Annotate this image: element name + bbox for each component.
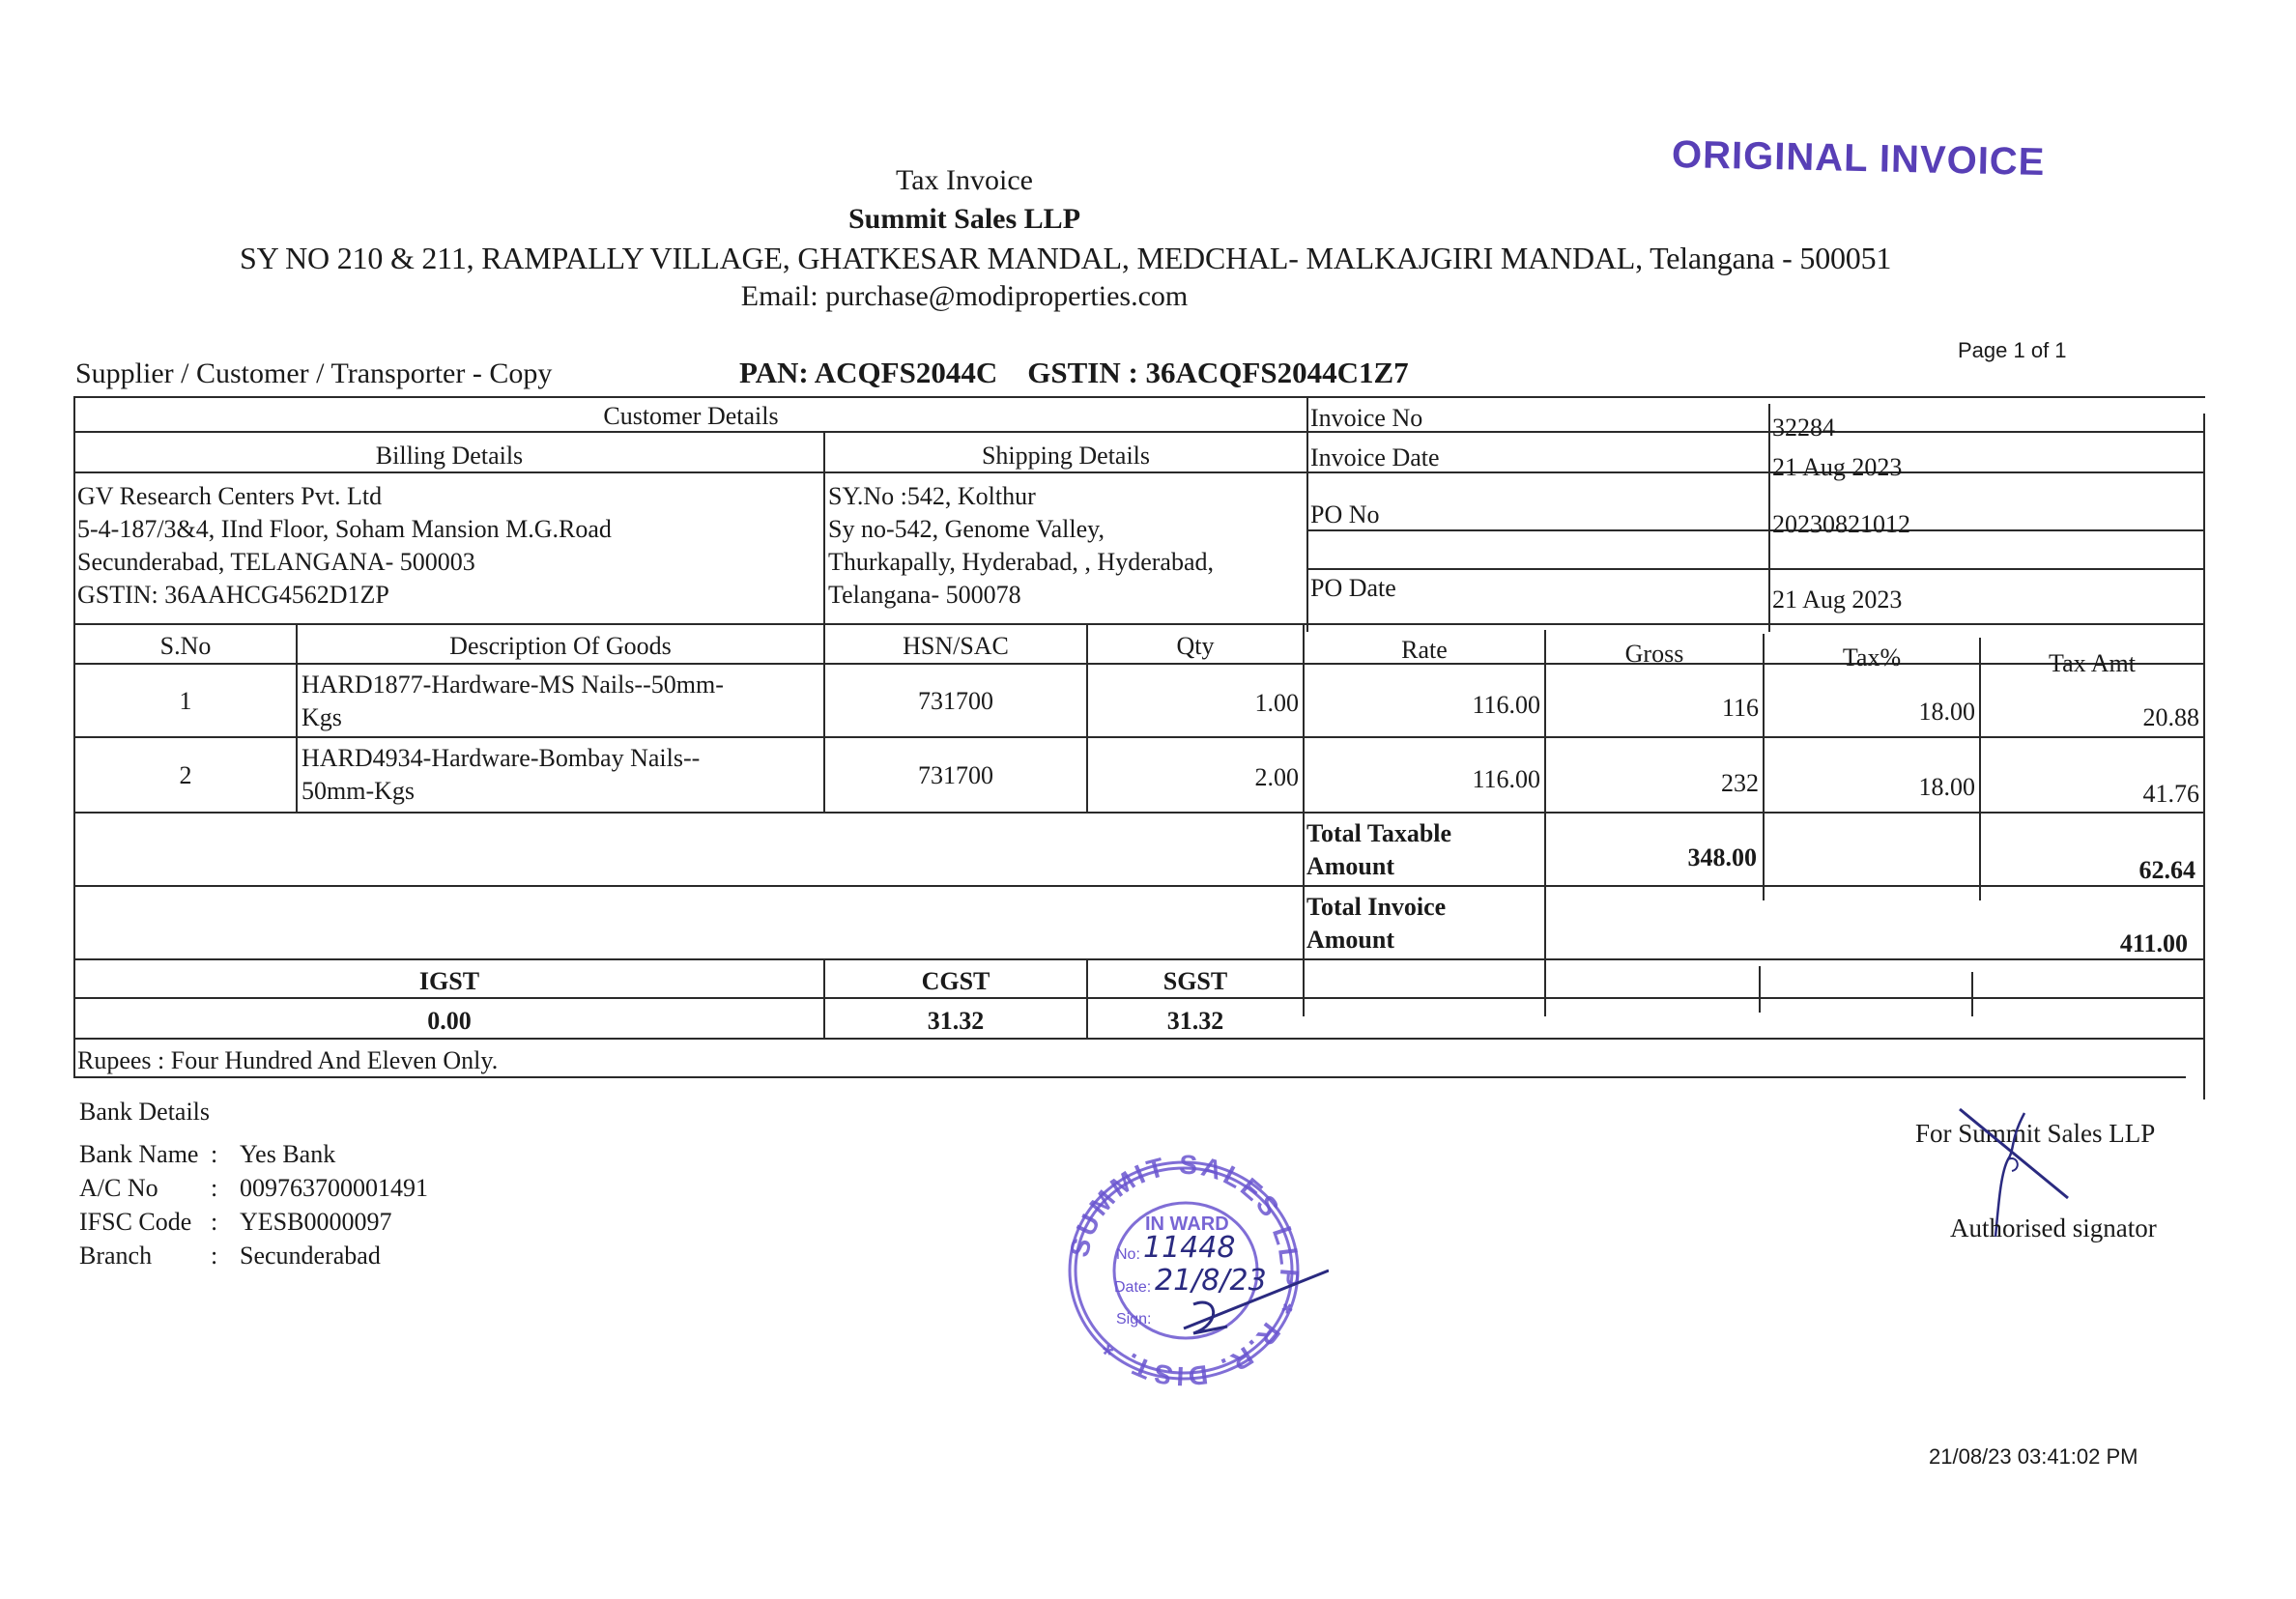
- bank-value: YESB0000097: [240, 1208, 392, 1236]
- for-company-label: For Summit Sales LLP: [1915, 1119, 2156, 1148]
- row-description: HARD1877-Hardware-MS Nails--50mm-: [301, 671, 724, 699]
- cgst-label: CGST: [921, 967, 990, 995]
- bank-key: A/C No: [79, 1174, 158, 1202]
- bank-value: Yes Bank: [240, 1140, 336, 1168]
- cgst-value: 31.32: [927, 1007, 985, 1035]
- bank-value: 009763700001491: [240, 1174, 428, 1202]
- sgst-label: SGST: [1162, 967, 1228, 995]
- bank-key: Branch: [79, 1242, 153, 1270]
- invoice-no-value: 32284: [1772, 414, 1835, 442]
- stamp-date-label: Date:: [1114, 1279, 1152, 1296]
- billing-details-heading: Billing Details: [375, 442, 524, 470]
- row-rate: 116.00: [1472, 765, 1540, 793]
- billing-line: Secunderabad, TELANGANA- 500003: [77, 548, 475, 576]
- stamp-no-value: 11448: [1143, 1231, 1236, 1265]
- bank-colon: :: [211, 1174, 218, 1202]
- bank-value: Secunderabad: [240, 1242, 381, 1270]
- bank-key: IFSC Code: [79, 1208, 192, 1236]
- authorised-signatory-label: Authorised signator: [1950, 1214, 2157, 1242]
- row-qty: 1.00: [1254, 689, 1299, 717]
- divider: [1768, 404, 1770, 632]
- shipping-line: Sy no-542, Genome Valley,: [828, 515, 1105, 543]
- row-tax-pct: 18.00: [1918, 773, 1975, 801]
- row-tax-amt: 20.88: [2142, 703, 2199, 731]
- row-description: HARD4934-Hardware-Bombay Nails--: [301, 744, 701, 772]
- stamp-date-value: 21/8/23: [1155, 1264, 1267, 1298]
- original-invoice-stamp: ORIGINAL INVOICE: [1671, 132, 2046, 185]
- row-hsn: 731700: [918, 687, 993, 715]
- row-rate: 116.00: [1472, 691, 1540, 719]
- col-header-description: Description Of Goods: [449, 632, 672, 660]
- divider: [73, 885, 2203, 887]
- stamp-sign-label: Sign:: [1116, 1311, 1152, 1328]
- divider: [1759, 966, 1761, 1013]
- po-no-label: PO No: [1310, 500, 1380, 528]
- total-tax-amount: 62.64: [2138, 856, 2196, 884]
- row-description-cont: Kgs: [301, 703, 342, 731]
- col-header-hsn: HSN/SAC: [903, 632, 1009, 660]
- total-taxable-amount: 348.00: [1687, 843, 1757, 871]
- po-date-value: 21 Aug 2023: [1772, 585, 1903, 614]
- row-tax-pct: 18.00: [1918, 698, 1975, 726]
- stamp-no-label: No:: [1116, 1246, 1140, 1263]
- row-gross: 116: [1721, 694, 1759, 722]
- billing-line: GV Research Centers Pvt. Ltd: [77, 482, 383, 510]
- col-header-qty: Qty: [1176, 632, 1215, 660]
- table-border-top: [73, 396, 2205, 398]
- company-name: Summit Sales LLP: [847, 203, 1081, 235]
- invoice-date-label: Invoice Date: [1310, 443, 1440, 471]
- stamp-inward-title: IN WARD: [1145, 1214, 1229, 1235]
- divider: [1306, 529, 2205, 531]
- amount-in-words: Rupees : Four Hundred And Eleven Only.: [77, 1046, 499, 1074]
- inward-stamp: [1048, 1135, 1329, 1386]
- row-tax-amt: 41.76: [2142, 780, 2199, 808]
- row-sno: 1: [179, 687, 192, 715]
- shipping-line: SY.No :542, Kolthur: [828, 482, 1036, 510]
- col-header-tax-pct: Tax%: [1842, 643, 1902, 671]
- bank-details-heading: Bank Details: [79, 1098, 211, 1126]
- invoice-date-value: 21 Aug 2023: [1772, 453, 1903, 481]
- customer-details-heading: Customer Details: [603, 402, 779, 430]
- divider: [1971, 972, 1973, 1016]
- col-header-tax-amt: Tax Amt: [2049, 649, 2136, 677]
- shipping-line: Thurkapally, Hyderabad, , Hyderabad,: [828, 548, 1214, 576]
- stamp-ring-text: SUMMIT SALES LLP * R.R. DIST. *: [1063, 1149, 1306, 1386]
- total-invoice-label-cont: Amount: [1306, 926, 1395, 954]
- col-header-sno: S.No: [159, 632, 212, 660]
- printed-timestamp: 21/08/23 03:41:02 PM: [1929, 1444, 2138, 1469]
- billing-gstin: GSTIN: 36AAHCG4562D1ZP: [77, 581, 389, 609]
- row-hsn: 731700: [918, 761, 993, 789]
- shipping-line: Telangana- 500078: [828, 581, 1021, 609]
- sgst-value: 31.32: [1166, 1007, 1224, 1035]
- company-address: SY NO 210 & 211, RAMPALLY VILLAGE, GHATKESAR MANDAL, MEDCHAL- MALKAJGIRI MANDAL, Telangana - 500051: [240, 241, 1892, 275]
- col-header-rate: Rate: [1401, 636, 1448, 664]
- total-taxable-label-cont: Amount: [1306, 852, 1395, 880]
- igst-value: 0.00: [427, 1007, 472, 1035]
- document-title: Tax Invoice: [895, 164, 1033, 196]
- total-invoice-amount: 411.00: [2119, 929, 2188, 957]
- table-border-right: [2203, 414, 2205, 1099]
- row-gross: 232: [1721, 769, 1759, 797]
- po-date-label: PO Date: [1310, 574, 1396, 602]
- bank-colon: :: [211, 1242, 218, 1270]
- igst-label: IGST: [418, 967, 480, 995]
- divider: [73, 1038, 2203, 1040]
- divider: [73, 623, 2205, 625]
- bank-colon: :: [211, 1208, 218, 1236]
- bank-colon: :: [211, 1140, 218, 1168]
- divider: [73, 736, 2203, 738]
- shipping-details-heading: Shipping Details: [981, 442, 1151, 470]
- po-no-value: 20230821012: [1772, 510, 1910, 538]
- row-sno: 2: [179, 761, 192, 789]
- billing-line: 5-4-187/3&4, IInd Floor, Soham Mansion M.G.Road: [77, 515, 612, 543]
- divider: [1306, 396, 1308, 632]
- bank-key: Bank Name: [79, 1140, 199, 1168]
- col-header-gross: Gross: [1624, 640, 1684, 668]
- divider: [73, 812, 2203, 814]
- company-email: Email: purchase@modiproperties.com: [740, 280, 1189, 312]
- row-description-cont: 50mm-Kgs: [301, 777, 415, 805]
- inward-stamp-seal-icon: [1048, 1135, 1329, 1386]
- total-invoice-label: Total Invoice: [1306, 893, 1447, 921]
- total-taxable-label: Total Taxable: [1306, 819, 1452, 847]
- invoice-no-label: Invoice No: [1310, 404, 1423, 432]
- copy-label: Supplier / Customer / Transporter - Copy: [75, 357, 553, 389]
- page-number: Page 1 of 1: [1958, 338, 2067, 362]
- pan-gstin: PAN: ACQFS2044C GSTIN : 36ACQFS2044C1Z7: [739, 356, 1409, 389]
- row-qty: 2.00: [1254, 763, 1299, 791]
- divider: [1306, 568, 2205, 570]
